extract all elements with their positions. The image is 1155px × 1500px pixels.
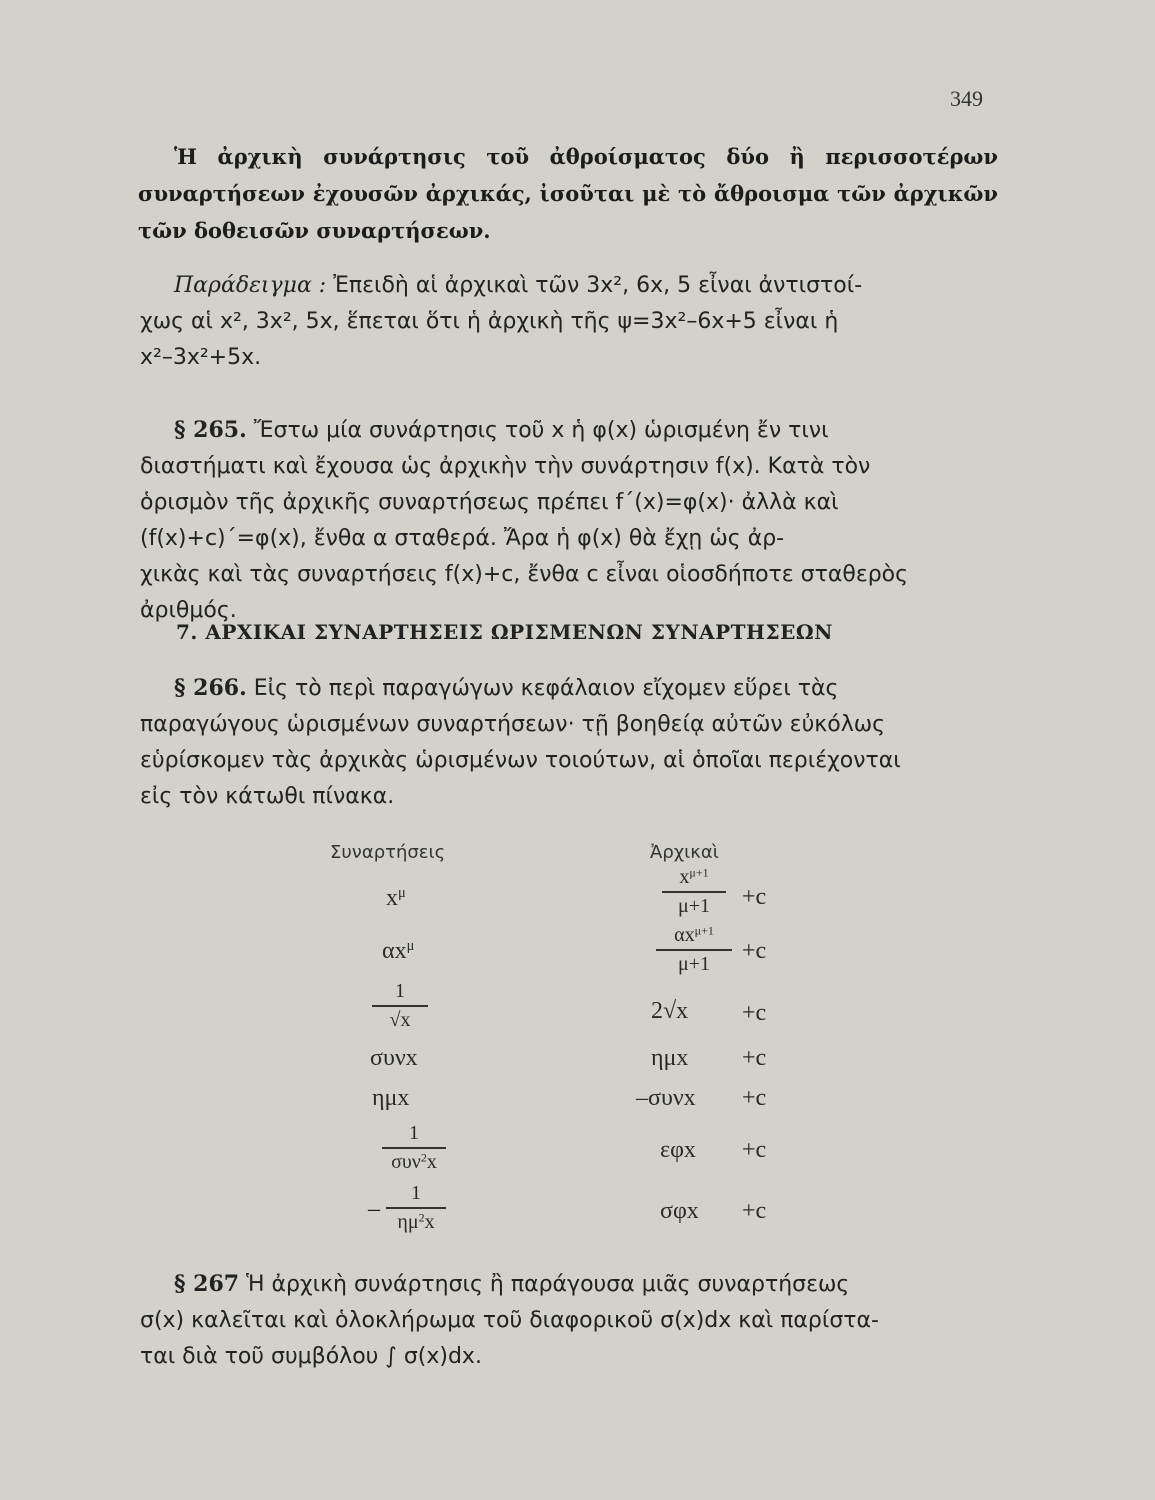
row2-constant: +c bbox=[742, 938, 767, 964]
row7-sign: – bbox=[368, 1196, 380, 1222]
s266-line-2: παραγώγους ὡρισμένων συναρτήσεων· τῇ βοηθείᾳ αὐτῶν εὐκόλως bbox=[140, 712, 886, 737]
row4-function: συνx bbox=[370, 1045, 418, 1071]
row1-constant: +c bbox=[742, 884, 767, 910]
example-paragraph bbox=[140, 268, 1002, 376]
row6-constant: +c bbox=[742, 1137, 767, 1163]
row4-constant: +c bbox=[742, 1045, 767, 1071]
theorem-text: Ἡ ἀρχικὴ συνάρτησις τοῦ ἀθροίσματος δύο ἢ περισσοτέρων συναρτήσεων ἐχουσῶν ἀρχικάς, ἰσοῦται μὲ τὸ ἄθροισμα τῶν ἀρχικῶν τῶν δοθεισῶν συναρτήσεων. bbox=[138, 144, 998, 243]
s266-line-4: εἰς τὸν κάτωθι πίνακα. bbox=[140, 784, 395, 809]
row2-function: $\alpha x^\mu$ bbox=[382, 938, 415, 964]
page-number: 349 bbox=[950, 86, 983, 111]
s265-line-5: χικὰς καὶ τὰς συναρτήσεις f(x)+c, ἔνθα c εἶναι οἱοσδήποτε σταθερὸς bbox=[140, 562, 909, 587]
row6-function: 1 συν$^2$x bbox=[382, 1122, 446, 1174]
theorem-statement bbox=[138, 138, 998, 249]
row5-antiderivative: –συνx bbox=[636, 1085, 696, 1111]
section-267 bbox=[140, 1266, 1002, 1375]
antiderivatives-header: Ἀρχικαὶ bbox=[650, 842, 719, 863]
s265-line-6: ἀριθμός. bbox=[140, 598, 237, 623]
row4-antiderivative: ημx bbox=[651, 1045, 689, 1071]
row3-antiderivative: 2√x bbox=[651, 998, 689, 1024]
row7-function: 1 $\eta\mu^2x$ bbox=[386, 1182, 446, 1234]
section-265-label: § 265. bbox=[174, 417, 247, 443]
row5-function: ημx bbox=[372, 1085, 410, 1111]
section-267-label: § 267 bbox=[174, 1271, 240, 1297]
row2-antiderivative: $\alpha x^{\mu+1}$ μ+1 bbox=[656, 924, 732, 976]
section-265 bbox=[140, 412, 1002, 629]
example-line-2: χως αἱ x², 3x², 5x, ἕπεται ὅτι ἡ ἀρχικὴ τῆς ψ=3x²–6x+5 εἶναι ἡ bbox=[140, 309, 839, 334]
s266-line-3: εὑρίσκομεν τὰς ἀρχικὰς ὡρισμένων τοιούτων, αἱ ὁποῖαι περιέχονται bbox=[140, 748, 901, 773]
row6-antiderivative: εφx bbox=[660, 1137, 696, 1163]
s265-line-2: διαστήματι καὶ ἔχουσα ὡς ἀρχικὴν τὴν συνάρτησιν f(x). Κατὰ τὸν bbox=[140, 454, 871, 479]
row3-function: 1 √x bbox=[372, 980, 428, 1032]
s267-line-3: ται διὰ τοῦ συμβόλου ∫ σ(x)dx. bbox=[140, 1344, 482, 1369]
s267-line-2: σ(x) καλεῖται καὶ ὁλοκλήρωμα τοῦ διαφορικοῦ σ(x)dx καὶ παρίστα- bbox=[140, 1308, 879, 1333]
chapter-heading: 7. ΑΡΧΙΚΑΙ ΣΥΝΑΡΤΗΣΕΙΣ ΩΡΙΣΜΕΝΩΝ ΣΥΝΑΡΤΗΣΕΩΝ bbox=[176, 620, 833, 644]
s265-line-1: § 265. Ἔστω μία συνάρτησις τοῦ x ἡ φ(x) ὡρισμένη ἔν τινι bbox=[174, 417, 829, 443]
row1-function: $x^\mu$ bbox=[386, 885, 406, 911]
section-266-label: § 266. bbox=[174, 675, 247, 701]
row5-constant: +c bbox=[742, 1085, 767, 1111]
row7-constant: +c bbox=[742, 1198, 767, 1224]
row1-antiderivative: $x^{\mu+1}$ μ+1 bbox=[662, 866, 726, 918]
s267-line-1: § 267 Ἡ ἀρχικὴ συνάρτησις ἢ παράγουσα μιᾶς συναρτήσεως bbox=[174, 1271, 850, 1297]
s266-line-1: § 266. Εἰς τὸ περὶ παραγώγων κεφάλαιον εἴχομεν εὕρει τὰς bbox=[174, 675, 839, 701]
example-line-3: x²–3x²+5x. bbox=[140, 345, 262, 370]
example-label: Παράδειγμα : bbox=[174, 273, 327, 298]
example-line-1: Παράδειγμα : Ἐπειδὴ αἱ ἀρχικαὶ τῶν 3x², 6x, 5 εἶναι ἀντιστοί- bbox=[174, 273, 863, 298]
row7-antiderivative: σφx bbox=[660, 1198, 699, 1224]
functions-header: Συναρτήσεις bbox=[330, 842, 446, 863]
s265-line-4: (f(x)+c)΄=φ(x), ἔνθα α σταθερά. Ἄρα ἡ φ(x) θὰ ἔχῃ ὡς ἀρ- bbox=[140, 526, 785, 551]
row3-constant: +c bbox=[742, 1000, 767, 1026]
s265-line-3: ὁρισμὸν τῆς ἀρχικῆς συναρτήσεως πρέπει f΄(x)=φ(x)· ἀλλὰ καὶ bbox=[140, 490, 839, 515]
section-266 bbox=[140, 670, 1002, 815]
